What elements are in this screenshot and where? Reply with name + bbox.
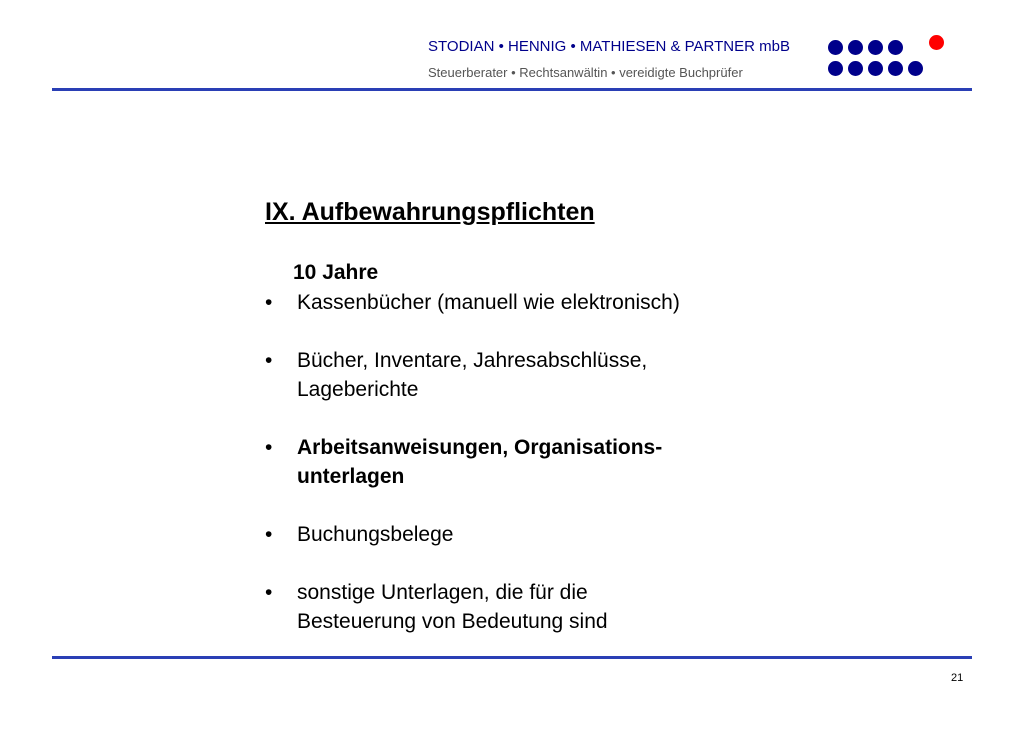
bullet-icon: • xyxy=(265,349,273,372)
logo-dot xyxy=(828,40,843,55)
firm-subtitle: Steuerberater • Rechtsanwältin • vereidigte Buchprüfer xyxy=(428,65,743,80)
list-item-text xyxy=(297,288,785,317)
list-item xyxy=(265,520,785,549)
logo-dot xyxy=(908,61,923,76)
list-item xyxy=(265,346,785,404)
list-item-line: Bücher, Inventare, Jahresabschlüsse, xyxy=(297,349,648,372)
page-number: 21 xyxy=(951,672,964,684)
list-item xyxy=(265,433,785,491)
bullet-icon: • xyxy=(265,436,273,459)
logo-dot xyxy=(868,40,883,55)
list-item-text xyxy=(297,433,785,491)
list-item-line: Arbeitsanweisungen, Organisations- xyxy=(297,436,663,459)
list-item xyxy=(265,288,785,317)
logo-dot xyxy=(828,61,843,76)
logo-dot xyxy=(888,40,903,55)
list-item-line: Lageberichte xyxy=(297,378,419,401)
logo-dot xyxy=(888,61,903,76)
list-item-line: Kassenbücher (manuell wie elektronisch) xyxy=(297,291,680,314)
list-item-line: Buchungsbelege xyxy=(297,523,454,546)
logo-dot xyxy=(848,61,863,76)
list-item-line: unterlagen xyxy=(297,465,405,488)
list-item xyxy=(265,578,785,636)
list-item-text xyxy=(297,578,785,636)
list-item-text xyxy=(297,520,785,549)
header-divider xyxy=(52,88,972,91)
list-item-text xyxy=(297,346,785,404)
retention-period-heading: 10 Jahre xyxy=(293,261,379,284)
bullet-icon: • xyxy=(265,291,273,314)
logo-dot xyxy=(868,61,883,76)
list-item-line: sonstige Unterlagen, die für die xyxy=(297,581,588,604)
list-item-line: Besteuerung von Bedeutung sind xyxy=(297,610,608,633)
footer-divider xyxy=(52,656,972,659)
logo-dot xyxy=(848,40,863,55)
firm-name: STODIAN • HENNIG • MATHIESEN & PARTNER mbB xyxy=(428,38,790,55)
bullet-list xyxy=(265,288,785,636)
logo-dot-red xyxy=(929,35,944,50)
bullet-icon: • xyxy=(265,581,273,604)
slide-title: IX. Aufbewahrungspflichten xyxy=(265,198,595,226)
bullet-icon: • xyxy=(265,523,273,546)
